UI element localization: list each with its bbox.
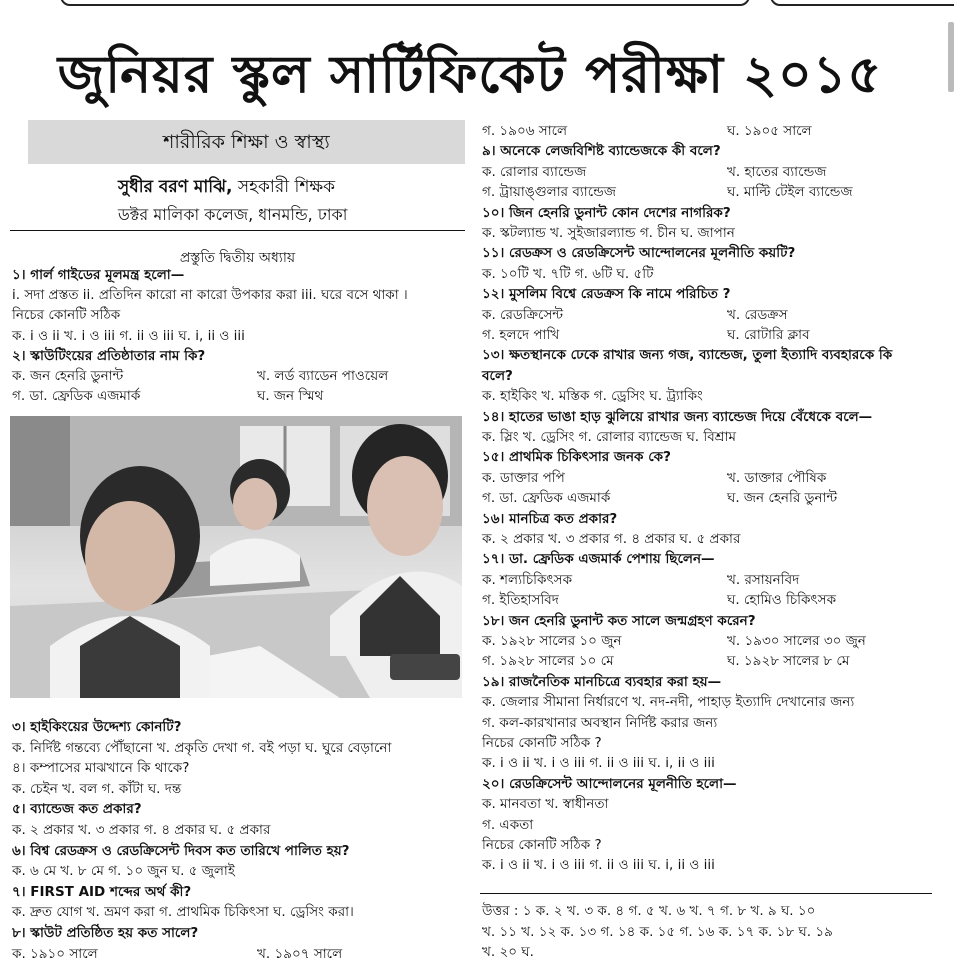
question-text (482, 346, 892, 364)
author-org: ডক্টর মালিকা কলেজ, ধানমন্ডি, ঢাকা (118, 205, 348, 224)
line-text: ১৩। ক্ষতস্থানকে ঢেকে রাখার জন্য গজ, ব্যান্ডেজ, তুলা ইত্যাদি ব্যবহারকে কি (482, 347, 893, 364)
line-text: ১১। রেডক্রস ও রেডক্রিসেন্ট আন্দোলনের মূলনীতি কয়টি? (482, 245, 796, 262)
option-right: খ. হাতের ব্যান্ডেজ (727, 163, 827, 180)
line-text: ক. ৬ মে খ. ৮ মে গ. ১০ জুন ঘ. ৫ জুলাই (12, 863, 235, 880)
line-text: ১০। জিন হেনরি ডুনান্ট কোন দেশের নাগরিক? (482, 204, 731, 221)
line-text: ৮। স্কাউট প্রতিষ্ঠিত হয় কত সালে? (12, 925, 199, 941)
option-line (12, 739, 391, 757)
line-text: ১৯। রাজনৈতিক মানচিত্রে ব্যবহার করা হয়— (482, 673, 722, 690)
author-line (118, 174, 335, 202)
option-line (12, 306, 120, 324)
option-line (482, 856, 715, 874)
question-text (482, 367, 513, 385)
line-text: ক. i ও ii খ. i ও iii গ. ii ও iii ঘ. i, ii ও iii (12, 327, 245, 344)
option-line (482, 469, 565, 487)
subject-heading: শারীরিক শিক্ষা ও স্বাস্থ্য (28, 120, 465, 164)
answer-line: উত্তর : ১ ক. ২ খ. ৩ ক. ৪ গ. ৫ খ. ৬ খ. ৭ গ. ৮ খ. ৯ ঘ. ১০ (482, 903, 816, 919)
line-text: গ. কল-কারখানার অবস্থান নির্দিষ্ট করার জন্য (482, 714, 718, 731)
option-line (482, 224, 735, 242)
question-text (482, 550, 715, 568)
option-right: ঘ. ১৯০৫ সালে (727, 123, 812, 139)
line-text: বলে? (482, 367, 513, 384)
top-pill-left (60, 0, 750, 6)
line-text: ৩। হাইকিংয়ের উদ্দেশ্য কোনটি? (12, 719, 182, 735)
line-text: ১২। মুসলিম বিশ্বে রেডক্রস কি নামে পরিচিত ? (482, 286, 731, 303)
option-right: ঘ. মাল্টি টেইল ব্যান্ডেজ (727, 184, 853, 201)
line-text: ক. জন হেনরি ডুনান্ট (12, 368, 124, 384)
option-line (482, 387, 703, 405)
option-right: ঘ. ১৯২৮ সালের ৮ মে (727, 653, 850, 670)
line-text: গ. হলদে পাখি (482, 327, 560, 343)
line-text: ক. স্লিং খ. ড্রেসিং গ. রোলার ব্যান্ডেজ ঘ. বিশ্রাম (482, 429, 736, 445)
line-text: ৯। অনেকে লেজবিশিষ্ট ব্যান্ডেজকে কী বলে? (482, 143, 721, 160)
option-line (482, 693, 854, 711)
line-text: ক. মানবতা খ. স্বাধীনতা (482, 796, 609, 813)
line-text: ক. ২ প্রকার খ. ৩ প্রকার গ. ৪ প্রকার ঘ. ৫ প্রকার (12, 822, 271, 838)
question-text (12, 883, 191, 901)
line-text: ক. দ্রুত যোগ খ. ভ্রমণ করা গ. প্রাথমিক চিকিৎসা ঘ. ড্রেসিং করা। (12, 904, 354, 921)
option-right: ঘ. জন স্মিথ (257, 388, 324, 405)
top-pill-right (770, 0, 954, 6)
line-text: ক. i ও ii খ. i ও iii গ. ii ও iii ঘ. i, ii ও iii (482, 755, 715, 772)
line-text: ক. i ও ii খ. i ও iii গ. ii ও iii ঘ. i, ii ও iii (482, 857, 715, 874)
option-line (12, 780, 181, 798)
line-text: ক. নির্দিষ্ট গন্তব্যে পৌঁছানো খ. প্রকৃতি দেখা গ. বই পড়া ঘ. ঘুরে বেড়ানো (12, 739, 392, 756)
option-line (12, 367, 123, 385)
question-text (482, 204, 731, 222)
line-text: ১৫। প্রাথমিক চিকিৎসার জনক কে? (482, 449, 671, 466)
line-text: ক. ডাক্তার পপি (482, 469, 565, 486)
line-text: ক. ১০টি খ. ৭টি গ. ৬টি ঘ. ৫টি (482, 265, 654, 282)
question-text (12, 924, 198, 942)
line-text: গ. ইতিহাসবিদ (482, 592, 559, 609)
option-line (482, 428, 736, 446)
question-text (482, 448, 671, 466)
author-name: সুধীর বরণ মাঝি, (118, 177, 233, 197)
students-exam-photo (10, 416, 462, 698)
line-text: ক. জেলার সীমানা নির্ধারণে খ. নদ-নদী, পাহাড় ইত্যাদি দেখানোর জন্য (482, 694, 855, 711)
line-text: ১৪। হাতের ভাঙা হাড় ঝুলিয়ে রাখার জন্য ব্যান্ডেজ দিয়ে বেঁধেকে বলে— (482, 408, 873, 425)
option-line (482, 632, 621, 650)
option-right: ঘ. হোমিও চিকিৎসক (727, 592, 837, 609)
line-text: ক. স্কটল্যান্ড খ. সুইজারল্যান্ড গ. চীন ঘ. জাপান (482, 225, 735, 241)
option-line (482, 836, 602, 854)
option-line (482, 306, 563, 324)
line-text: ১৭। ডা. ফ্রেডিক এজমার্ক পেশায় ছিলেন— (482, 551, 715, 568)
author-role: সহকারী শিক্ষক (237, 177, 336, 197)
photo-illustration (10, 416, 462, 698)
option-right: খ. রেডক্রস (727, 306, 788, 323)
option-line (482, 591, 559, 609)
line-text: ৪। কম্পাসের মাঝখানে কি থাকে? (12, 760, 190, 777)
question-text (482, 673, 721, 691)
page-title: জুনিয়র স্কুল সার্টিফিকেট পরীক্ষা ২০১৫ (57, 44, 883, 105)
line-text: গ. ডা. ফ্রেডিক এজমার্ক (482, 490, 611, 507)
option-line (12, 903, 354, 921)
option-line (482, 183, 616, 201)
question-text (482, 775, 736, 793)
line-text: ক. রোলার ব্যান্ডেজ (482, 163, 587, 180)
option-line (482, 530, 740, 548)
question-text (12, 347, 205, 365)
line-text: ৭। FIRST AID শব্দের অর্থ কী? (12, 883, 192, 900)
option-line (12, 387, 140, 405)
option-right: ঘ. জন হেনরি ডুনান্ট (727, 490, 838, 507)
line-text: গ. ডা. ফ্রেডিক এজমার্ক (12, 388, 141, 405)
line-text: ২০। রেডক্রিসেন্ট আন্দোলনের মূলনীতি হলো— (482, 775, 737, 792)
question-text (482, 612, 756, 630)
option-line (482, 754, 715, 772)
line-text: গ. ট্রায়াঙ্গুলার ব্যান্ডেজ (482, 184, 616, 201)
option-right: খ. লর্ড ব্যাডেন পাওয়েল (257, 368, 389, 384)
option-line (12, 821, 270, 839)
answer-line: খ. ২০ ঘ. (482, 944, 534, 960)
chapter-heading: প্রস্তুতি দ্বিতীয় অধ্যায় (179, 250, 296, 266)
line-text: ১৬। মানচিত্র কত প্রকার? (482, 510, 618, 527)
line-text: ২। স্কাউটিংয়ের প্রতিষ্ঠাতার নাম কি? (12, 347, 206, 364)
line-text: ক. ২ প্রকার খ. ৩ প্রকার গ. ৪ প্রকার ঘ. ৫ প্রকার (482, 531, 741, 547)
question-text (12, 842, 350, 860)
option-line (482, 734, 602, 752)
option-line (482, 795, 608, 813)
answer-line: খ. ১১ খ. ১২ ক. ১৩ গ. ১৪ ক. ১৫ গ. ১৬ ক. ১৭ ক. ১৮ ঘ. ১৯ (482, 923, 833, 940)
top-strip (0, 0, 954, 10)
option-line (482, 265, 653, 283)
line-text: ১। গার্ল গাইডের মূলমন্ত্র হলো— (12, 267, 185, 283)
option-right: খ. ১৯৩০ সালের ৩০ জুন (727, 633, 866, 649)
question-text (12, 266, 184, 284)
option-right: ঘ. রোটারি ক্লাব (727, 327, 810, 343)
line-text: ১৮। জন হেনরি ডুনান্ট কত সালে জন্মগ্রহণ করেন? (482, 612, 756, 629)
question-text (482, 142, 721, 160)
option-right: খ. ১৯০৭ সালে (257, 945, 343, 960)
option-line (12, 286, 408, 304)
line-text: i. সদা প্রস্তত ii. প্রতিদিন কারো না কারো উপকার করা iii. ঘরে বসে থাকা । (12, 287, 408, 304)
question-text (482, 408, 872, 426)
option-line (482, 714, 717, 732)
line-text: নিচের কোনটি সঠিক ? (482, 735, 602, 751)
question-text (482, 510, 617, 528)
line-text: গ. ১৯০৬ সালে (482, 123, 568, 139)
option-right: খ. ডাক্তার পৌষিক (727, 469, 827, 486)
option-line (482, 652, 614, 670)
option-line (12, 759, 189, 777)
line-text: গ. ১৯২৮ সালের ১০ মে (482, 653, 614, 670)
option-line (12, 862, 235, 880)
line-text: নিচের কোনটি সঠিক ? (482, 837, 602, 853)
line-text: নিচের কোনটি সঠিক (12, 307, 121, 324)
line-text: ক. হাইকিং খ. মস্তিক গ. ড্রেসিং ঘ. ট্র্যাকিং (482, 388, 703, 405)
answer-divider (480, 893, 932, 894)
option-line (482, 163, 586, 181)
line-text: ৬। বিশ্ব রেডক্রস ও রেডক্রিসেন্ট দিবস কত তারিখে পালিত হয়? (12, 842, 350, 859)
option-line (482, 489, 610, 507)
option-line (12, 945, 98, 960)
question-text (12, 718, 181, 736)
divider (10, 230, 465, 231)
line-text: ক. রেডক্রিসেন্ট (482, 306, 563, 323)
scrollbar-thumb[interactable] (948, 22, 954, 92)
option-line (482, 326, 559, 344)
line-text: ক. চেইন খ. বল গ. কাঁটা ঘ. দন্ত (12, 780, 182, 797)
option-line (482, 122, 567, 140)
question-text (482, 285, 730, 303)
question-text (12, 800, 142, 818)
question-text (482, 244, 795, 262)
line-text: ক. শল্যচিকিৎসক (482, 571, 573, 588)
line-text: ৫। ব্যান্ডেজ কত প্রকার? (12, 801, 142, 818)
option-line (482, 571, 572, 589)
line-text: ক. ১৯২৮ সালের ১০ জুন (482, 633, 622, 649)
option-line (482, 816, 533, 834)
option-right: খ. রসায়নবিদ (727, 571, 800, 588)
line-text: গ. একতা (482, 816, 534, 833)
option-line (12, 327, 245, 345)
line-text: ক. ১৯১০ সালে (12, 945, 98, 960)
